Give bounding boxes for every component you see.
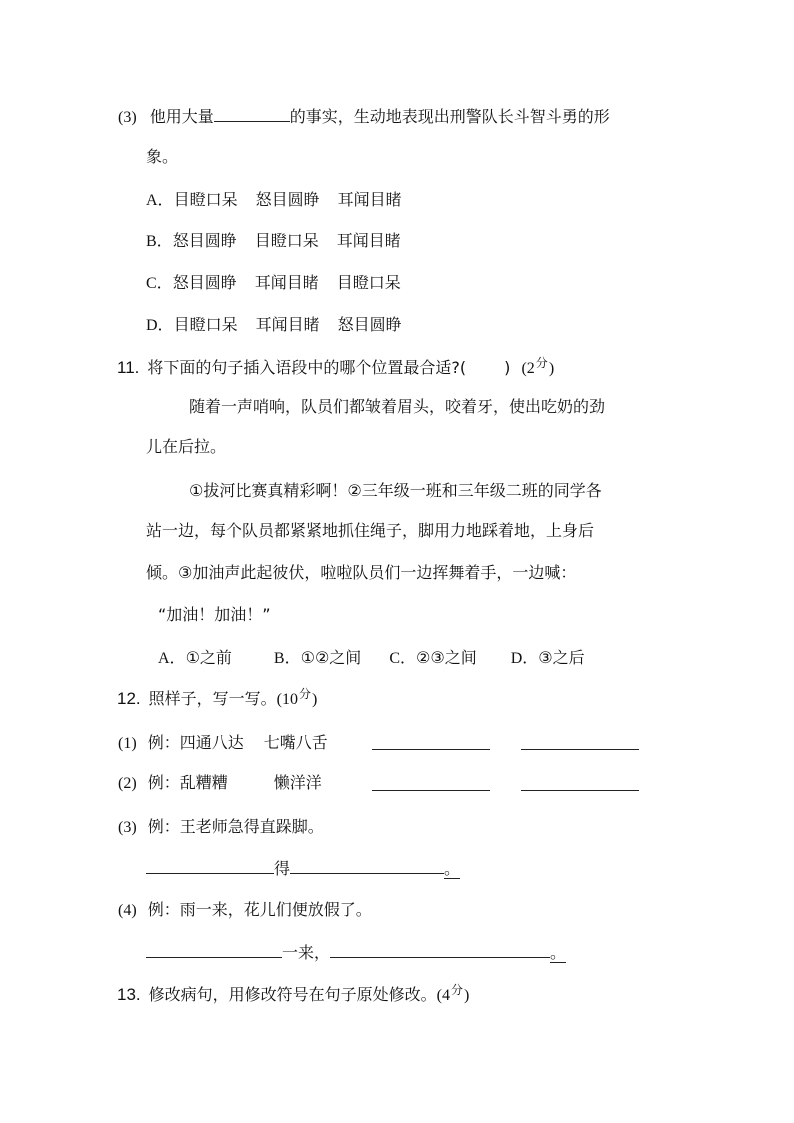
q11-header <box>117 356 554 381</box>
option-item: 怒目圆睁 <box>172 273 237 292</box>
q13-header <box>117 983 469 1008</box>
q3-line1 <box>118 104 610 130</box>
option-item: 耳闻目睹 <box>255 315 320 334</box>
option-label: D． <box>146 317 174 334</box>
q12-4-blank-1[interactable] <box>146 940 282 958</box>
option-item: 怒目圆睁 <box>172 231 237 250</box>
q11-option-d[interactable]: D．③之后 <box>510 648 585 667</box>
q11-answer-blank[interactable] <box>466 356 504 373</box>
q11-para-line1: ①拔河比赛真精彩啊！②三年级一班和三年级二班的同学各 <box>189 481 602 500</box>
q11-question: 将下面的句子插入语段中的哪个位置最合适?( <box>147 358 467 377</box>
q3-option-a[interactable] <box>146 188 402 213</box>
q12-1-blank-1[interactable] <box>372 732 490 750</box>
q12-item-2: (2) 例：乱糟糟 懒洋洋 <box>118 773 322 792</box>
q3-option-c[interactable] <box>146 271 401 296</box>
q3-text-a: 他用大量 <box>149 107 214 126</box>
q12-item-1: (1) 例：四通八达 七嘴八舌 <box>118 733 328 752</box>
q12-2-blank-2[interactable] <box>521 773 639 791</box>
q12-number: 12. <box>117 689 141 708</box>
q3-line2 <box>146 145 178 169</box>
q3-option-d[interactable] <box>146 313 402 338</box>
q12-3-blank-1[interactable] <box>146 856 274 874</box>
q3-option-b[interactable] <box>146 229 401 254</box>
q12-2-blank-1[interactable] <box>372 773 490 791</box>
q11-para-line3: 倾。③加油声此起彼伏，啦啦队员们一边挥舞着手，一边喊： <box>146 563 577 582</box>
q3-label: (3) <box>118 109 137 126</box>
option-item: 目瞪口呆 <box>173 190 238 209</box>
option-item: 目瞪口呆 <box>173 315 238 334</box>
q11-para-line4: “加油！加油！” <box>158 605 271 624</box>
q11-score: $(2^分)$ <box>521 356 555 377</box>
q12-item-3: (3) 例：王老师急得直跺脚。 <box>118 817 324 836</box>
option-item: 耳闻目睹 <box>254 273 319 292</box>
q11-close: ) <box>504 358 511 377</box>
q11-insert-line2: 儿在后拉。 <box>146 437 227 456</box>
option-label: C． <box>146 275 173 292</box>
option-item: 耳闻目睹 <box>337 190 402 209</box>
option-label: B． <box>146 233 173 250</box>
option-item: 怒目圆睁 <box>337 315 402 334</box>
q3-blank[interactable] <box>214 104 290 122</box>
q12-question: 照样子，写一写。 <box>148 689 277 708</box>
option-item: 目瞪口呆 <box>254 231 319 250</box>
q11-option-b[interactable]: B．①②之间 <box>273 648 362 667</box>
option-item: 怒目圆睁 <box>255 190 320 209</box>
q12-item-4: (4) 例：雨一来，花儿们便放假了。 <box>118 900 372 919</box>
q11-para-line2: 站一边，每个队员都紧紧地抓住绳子，脚用力地踩着地，上身后 <box>146 521 595 540</box>
q12-score: $(10^分)$ <box>276 687 318 708</box>
q11-options <box>158 646 585 671</box>
q12-3-blank-2[interactable] <box>290 856 444 874</box>
q13-score: $(4^分)$ <box>436 983 470 1004</box>
q11-number: 11. <box>117 358 140 377</box>
q3-text-b: 的事实，生动地表现出刑警队长斗智斗勇的形 <box>289 107 610 126</box>
q11-option-c[interactable]: C．②③之间 <box>389 648 477 667</box>
q11-insert-line1: 随着一声哨响，队员们都皱着眉头，咬着牙，使出吃奶的劲 <box>189 397 606 416</box>
q11-option-a[interactable]: A．①之前 <box>158 648 232 667</box>
q12-4-fill-line: 一来， 。 <box>146 940 566 965</box>
option-item: 耳闻目睹 <box>336 231 401 250</box>
q13-question: 修改病句，用修改符号在句子原处修改。 <box>148 985 437 1004</box>
option-label: A． <box>146 192 174 209</box>
q12-1-blank-2[interactable] <box>521 732 639 750</box>
option-item: 目瞪口呆 <box>336 273 401 292</box>
q12-3-fill-line: 得 。 <box>146 856 460 881</box>
q13-number: 13. <box>117 985 141 1004</box>
q12-header <box>117 687 317 712</box>
q12-4-blank-2[interactable] <box>330 940 550 958</box>
q3-text-c: 象。 <box>146 147 179 166</box>
